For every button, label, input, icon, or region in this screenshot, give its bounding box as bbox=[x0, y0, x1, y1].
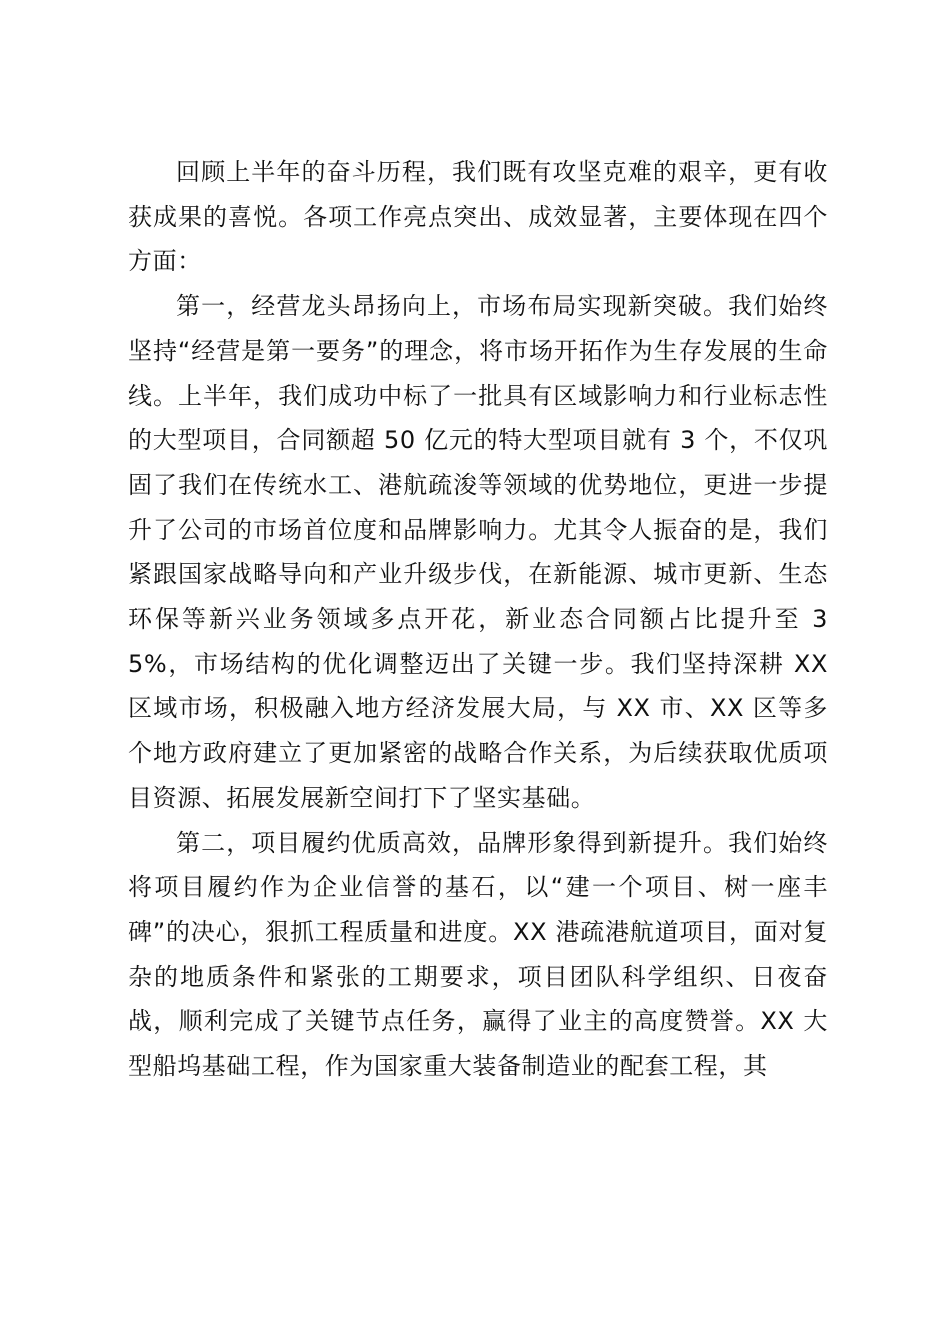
paragraph-intro: 回顾上半年的奋斗历程，我们既有攻坚克难的艰辛，更有收获成果的喜悦。各项工作亮点突出、成效显著，主要体现在四个方面： bbox=[128, 158, 828, 276]
document-body bbox=[128, 150, 828, 1089]
paragraph-second-point: 第二，项目履约优质高效，品牌形象得到新提升。我们始终将项目履约作为企业信誉的基石，以“建一个项目、树一座丰碑”的决心，狠抓工程质量和进度。XX 港疏港航道项目，面对复杂的地质条件和紧张的工期要求，项目团队科学组织、日夜奋战，顺利完成了关键节点任务，赢得了业主的高度赞誉。XX 大型船坞基础工程，作为国家重大装备制造业的配套工程，其 bbox=[128, 828, 828, 1081]
paragraph-first-point: 第一，经营龙头昂扬向上，市场布局实现新突破。我们始终坚持“经营是第一要务”的理念，将市场开拓作为生存发展的生命线。上半年，我们成功中标了一批具有区域影响力和行业标志性的大型项目，合同额超 50 亿元的特大型项目就有 3 个，不仅巩固了我们在传统水工、港航疏浚等领域的优势地位，更进一步提升了公司的市场首位度和品牌影响力。尤其令人振奋的是，我们紧跟国家战略导向和产业升级步伐，在新能源、城市更新、生态环保等新兴业务领域多点开花，新业态合同额占比提升至 35%，市场结构的优化调整迈出了关键一步。我们坚持深耕 XX 区域市场，积极融入地方经济发展大局，与 XX 市、XX 区等多个地方政府建立了更加紧密的战略合作关系，为后续获取优质项目资源、拓展发展新空间打下了坚实基础。 bbox=[128, 292, 828, 812]
